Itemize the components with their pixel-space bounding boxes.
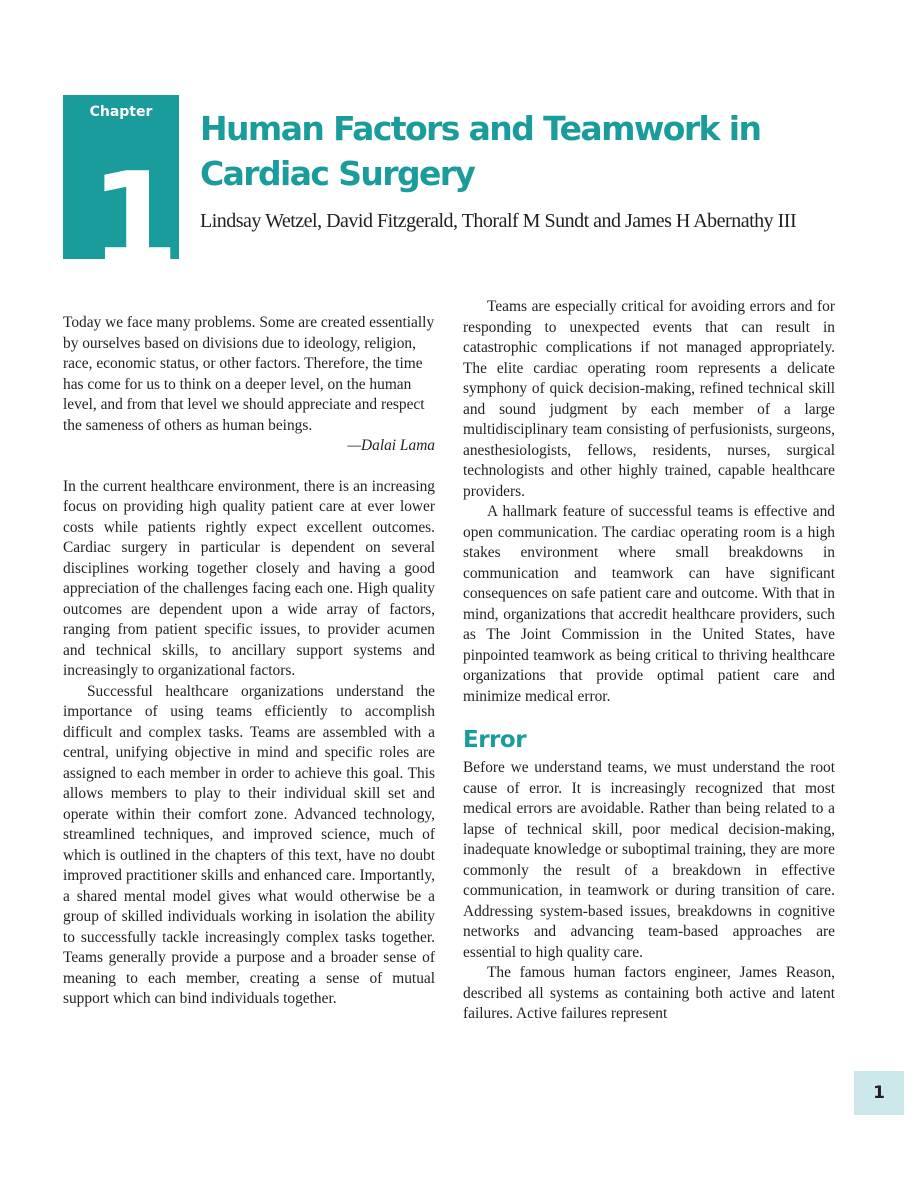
chapter-badge bbox=[63, 95, 179, 295]
body-paragraph: The famous human factors engineer, James Reason, described all systems as containing both active and latent failures. Active failures represent bbox=[463, 964, 835, 1022]
epigraph-attribution: —Dalai Lama bbox=[347, 437, 435, 454]
epigraph-quote: Today we face many problems. Some are created essentially by ourselves based on divisions due to ideology, religion, race, economic status, or other factors. Therefore, the time has come for us to think on a deeper level, on the human level, and from that level we should appreciate and respect the sameness of others as human beings. bbox=[63, 314, 435, 434]
page-number-tab: 1 bbox=[854, 1071, 904, 1115]
right-column bbox=[463, 297, 835, 1025]
chapter-title: Human Factors and Teamwork in Cardiac Surgery bbox=[200, 109, 761, 193]
body-paragraph: In the current healthcare environment, there is an increasing focus on providing high quality patient care at ever lower costs while patients rightly expect excellent outcomes. Cardiac surgery in particular is dependent on several disciplines working together closely and having a good appreciation of the challenges facing each one. High quality outcomes are dependent upon a wide array of factors, ranging from patient specific issues, to provider acumen and technical skills, to ancillary support systems and increasingly to organizational factors. bbox=[63, 477, 435, 679]
epigraph bbox=[63, 313, 435, 457]
body-paragraph: Successful healthcare organizations understand the importance of using teams efficiently to accomplish difficult and complex tasks. Teams are assembled with a central, unifying objective in mind and specific roles are assigned to each member in order to achieve this goal. This allows members to play to their individual skill set and operate within their comfort zone. Advanced technology, streamlined techniques, and improved science, much of which is outlined in the chapters of this text, have no doubt improved practitioner skills and enhanced care. Importantly, a shared mental model gives what would otherwise be a group of skilled individuals working in isolation the ability to successfully tackle increasingly complex tasks together. Teams generally provide a purpose and a broader sense of meaning to each member, creating a sense of mutual support which can bind individuals together. bbox=[63, 682, 435, 1007]
body-paragraph: Before we understand teams, we must understand the root cause of error. It is increasingly recognized that most medical errors are avoidable. Rather than being related to a lapse of technical skill, poor medical decision-making, inadequate knowledge or suboptimal training, they are more commonly the result of a breakdown in effective communication, in teamwork or during transition of care. Addressing system-based issues, breakdowns in cognitive networks and advancing team-based approaches are essential to high quality care. bbox=[463, 759, 835, 961]
chapter-number: 1 bbox=[89, 146, 175, 295]
chapter-authors: Lindsay Wetzel, David Fitzgerald, Thoralf M Sundt and James H Abernathy III bbox=[200, 210, 797, 232]
left-column bbox=[63, 313, 435, 1010]
section-heading-error: Error bbox=[463, 727, 527, 753]
body-paragraph: A hallmark feature of successful teams is effective and open communication. The cardiac operating room is a high stakes environment where small breakdowns in communication and teamwork can have significant consequences on safe patient care and outcome. With that in mind, organizations that accredit healthcare providers, such as The Joint Commission in the United States, have pinpointed teamwork as being critical to thriving healthcare organizations that provide optimal patient care and minimize medical error. bbox=[463, 503, 835, 705]
chapter-label: Chapter bbox=[89, 104, 153, 120]
body-paragraph: Teams are especially critical for avoiding errors and for responding to unexpected events that can result in catastrophic complications if not managed appropriately. The elite cardiac operating room represents a delicate symphony of quick decision-making, refined technical skill and sound judgment by each member of a large multidisciplinary team consisting of perfusionists, surgeons, anesthesiologists, fellows, residents, nurses, surgical technologists and other highly trained, capable healthcare providers. bbox=[463, 298, 835, 500]
